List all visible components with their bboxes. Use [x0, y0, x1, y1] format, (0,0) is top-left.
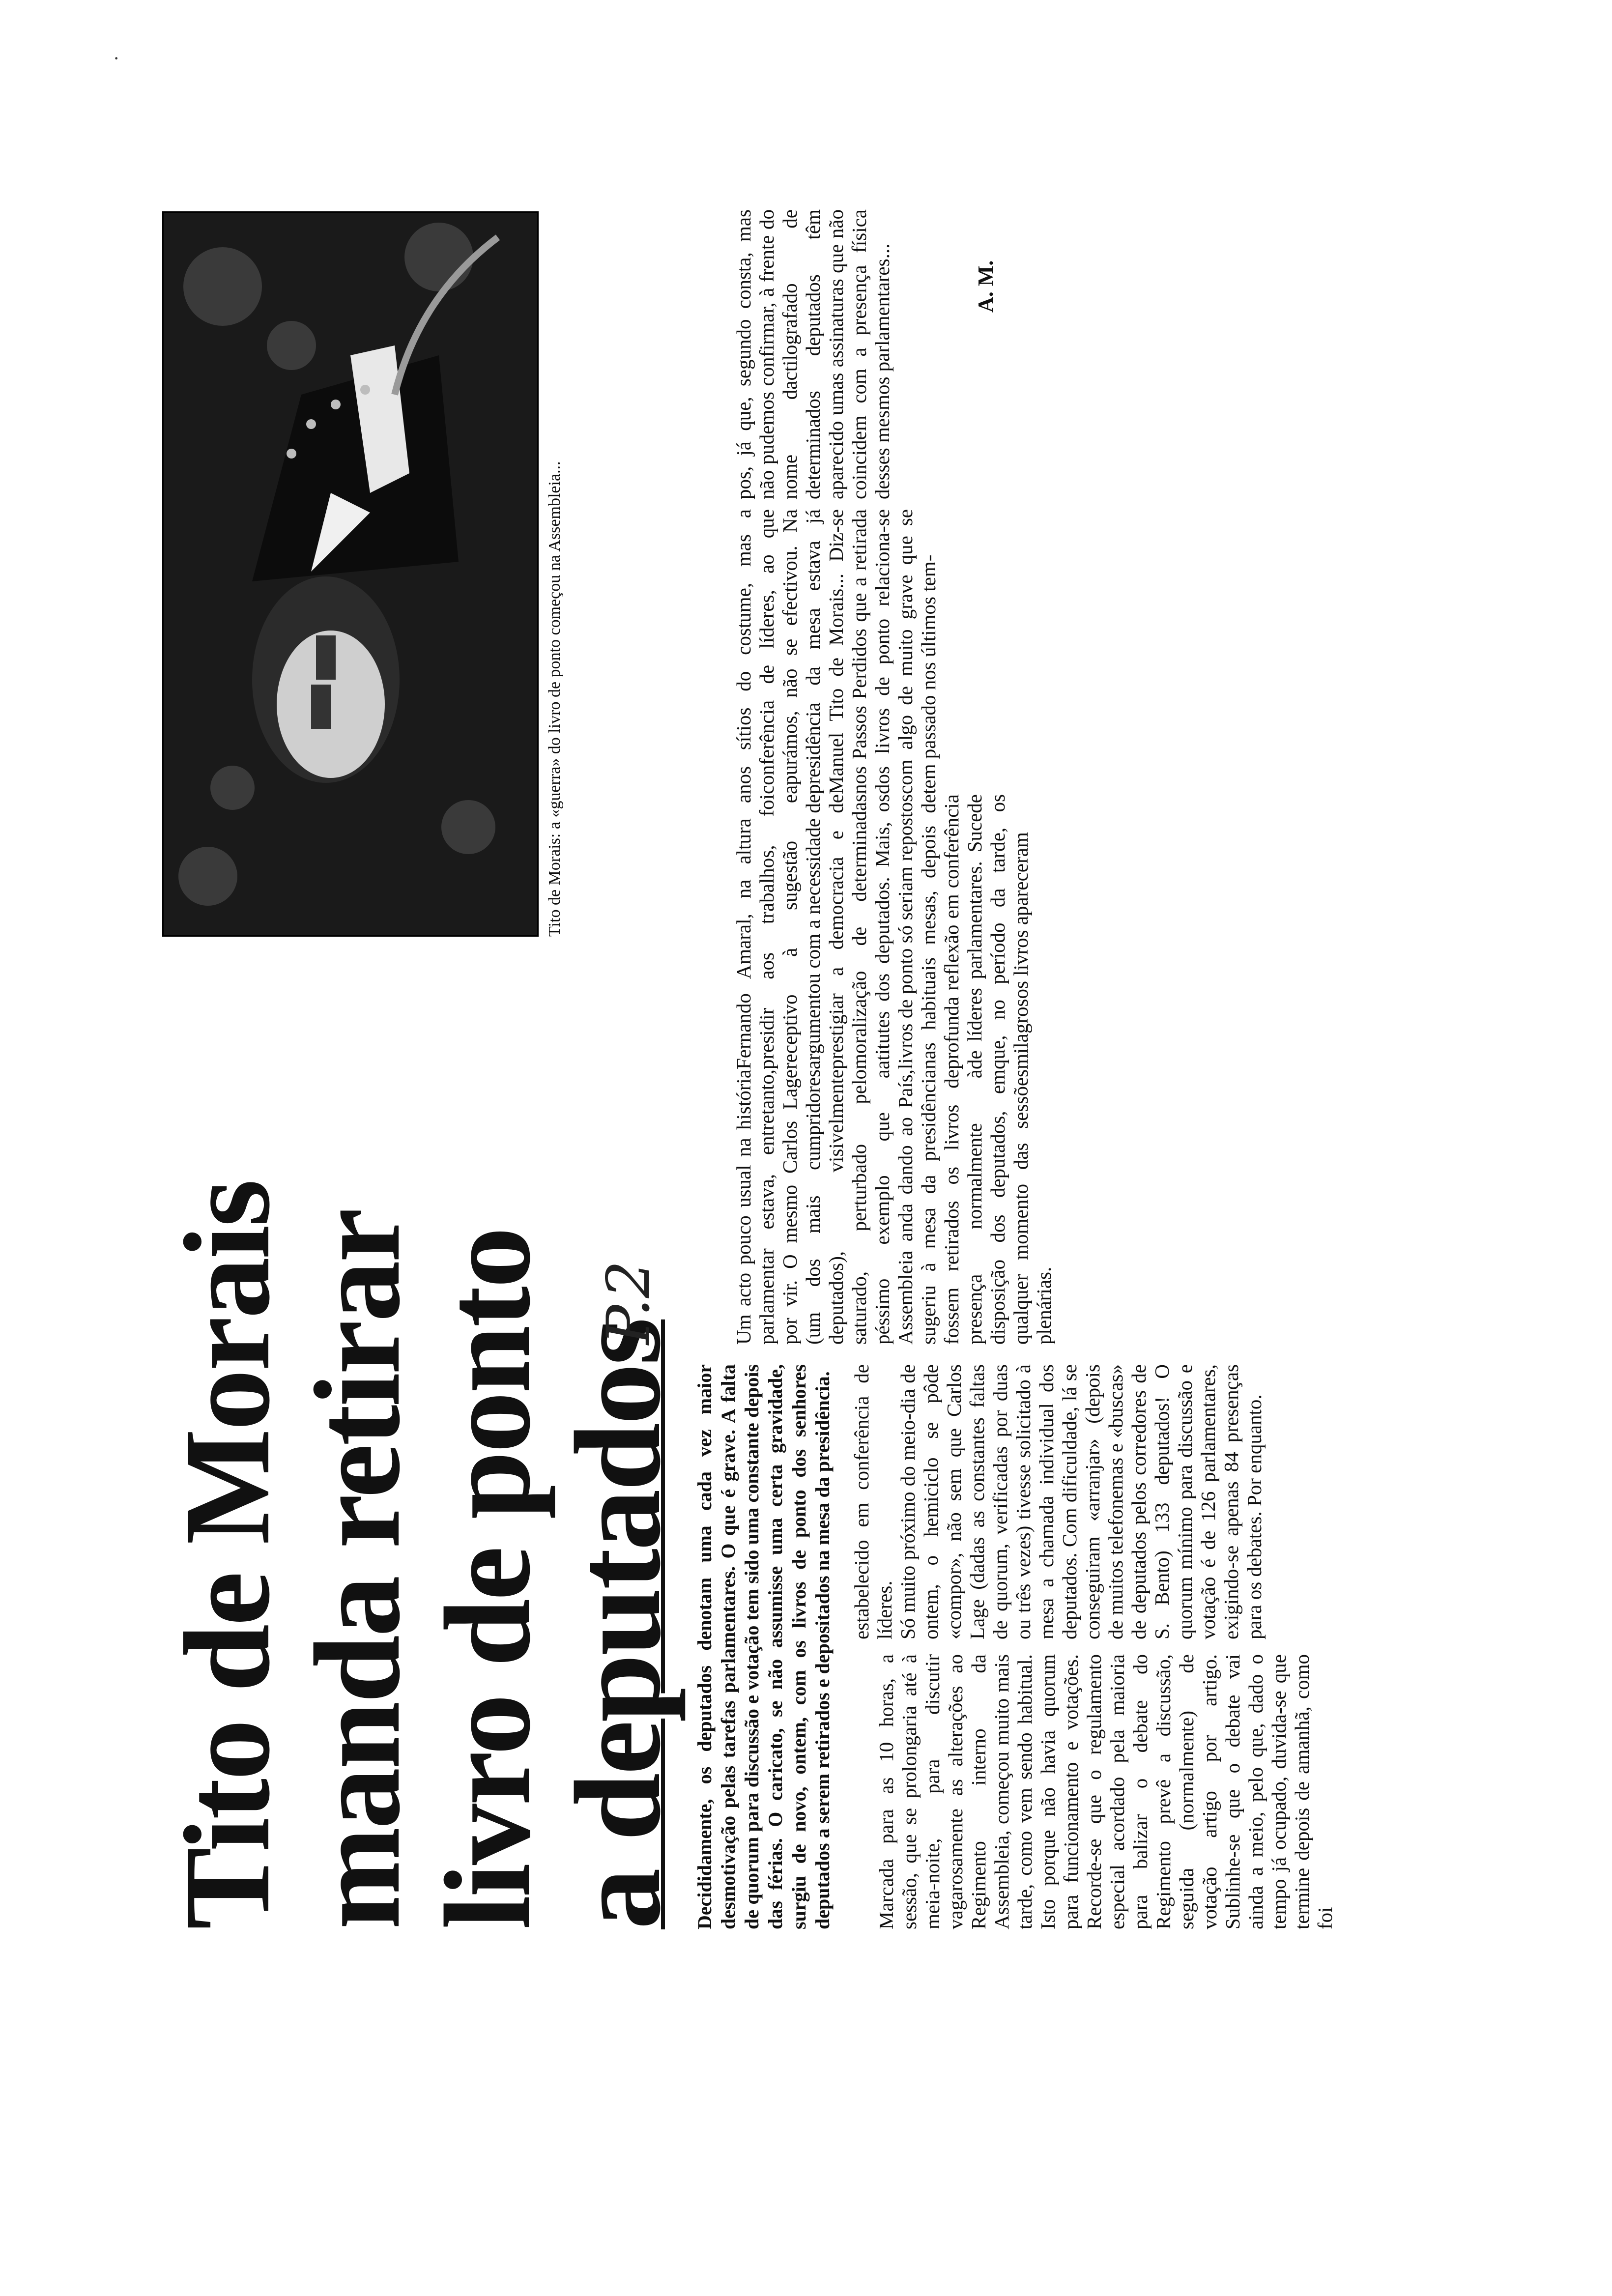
- article-column-3: Um acto pouco usual na história parlamentar estava, entretanto, por vir. O mesmo Carlos Lage (um dos mais cumpridores deputados), visivelmente saturado, perturbado pelo péssimo exemplo que a Assembleia anda dando ao País, sugeriu à mesa da presidência fossem retirados os livros de presença normalmente à disposição dos deputados, em qualquer momento das sessões plenárias.: [732, 1069, 1055, 1345]
- handwritten-page-note: P.2: [595, 1261, 663, 1345]
- lead-paragraph: Decididamente, os deputados denotam uma cada vez maior desmotivação pelas tarefas parlamentares. O que é grave. A falta de quorum para discussão e votação tem sido uma constante depois das férias. O caricato, se não assumisse uma certa gravidade, surgiu de novo, ontem, com os livros de ponto dos senhores deputados a serem retirados e depositados na mesa da presidência.: [693, 1364, 834, 1929]
- headline-line-4: a deputados: [550, 1319, 686, 1929]
- headline-line-3: livro de ponto: [420, 1229, 556, 1929]
- headline-line-2: manda retirar: [289, 1210, 426, 1929]
- newspaper-clipping: [152, 170, 1336, 1949]
- author-signature: A. M.: [974, 260, 998, 313]
- article-column-4: Fernando Amaral, na altura a presidir aos trabalhos, foi receptivo à sugestão e argumentou com a necessidade de prestigiar a democracia e de moralização de determinadas atitutes dos deputados. Mais, os livros de ponto só seriam repostos nas habituais mesas, depois de profunda reflexão em conferência de líderes parlamentares. Sucede que, no período da tarde, os milagrosos livros apareceram: [732, 794, 1032, 1069]
- article-column-2: estabelecido em conferência de líderes. Só muito próximo do meio-dia de ontem, o hemiciclo se pôde «compor», não sem que Carlos Lage (dadas as constantes faltas de quorum, verificadas por duas ou três vezes) tivesse solicitado à mesa a chamada individual dos deputados. Com dificuldade, lá se conseguiram «arranjar» (depois de muitos telefonemas e «buscas» de deputados pelos corredores de S. Bento) 133 deputados! O quorum mínimo para discussão e votação é de 126 parlamentares, exigindo-se apenas 84 presenças para os debates. Por enquanto.: [850, 1364, 1266, 1639]
- article-column-5: nos sítios do costume, mas a conferência de líderes, ao que apurámos, não se efectivou. Na presidência da mesa estava já Manuel Tito de Morais... Diz-se nos Passos Perdidos que a retirada dos livros de ponto relaciona-se com algo de muito grave que se tem passado nos últimos tem-: [732, 509, 940, 794]
- scan-speck: ·: [113, 47, 120, 69]
- photo-portrait-image: [164, 213, 537, 935]
- photo-caption: Tito de Morais: a «guerra» do livro de ponto começou na Assembleia...: [546, 461, 564, 937]
- article-column-1: Marcada para as 10 horas, a sessão, que se prolongaria até à meia-noite, para discutir vagarosamente as alterações ao Regimento interno da Assembleia, começou muito mais tarde, como vem sendo habitual. Isto porque não havia quorum para funcionamento e votações. Recorde-se que o regulamento especial acordado pela maioria para balizar o debate do Regimento prevê a discussão, seguida (normalmente) de votação artigo por artigo. Sublinhe-se que o debate vai ainda a meio, pelo que, dado o tempo já ocupado, duvida-se que termine depois de amanhã, como foi: [875, 1654, 1336, 1929]
- article-photo: [162, 211, 539, 937]
- headline: [159, 966, 686, 1929]
- article-column-6: pos, já que, segundo consta, mas não pudemos confirmar, à frente do nome dactilografado de determinados deputados têm aparecido umas assinaturas que não coincidem com a presença física desses mesmos parlamentares...: [732, 209, 893, 499]
- headline-line-1: Tito de Morais: [159, 1181, 295, 1929]
